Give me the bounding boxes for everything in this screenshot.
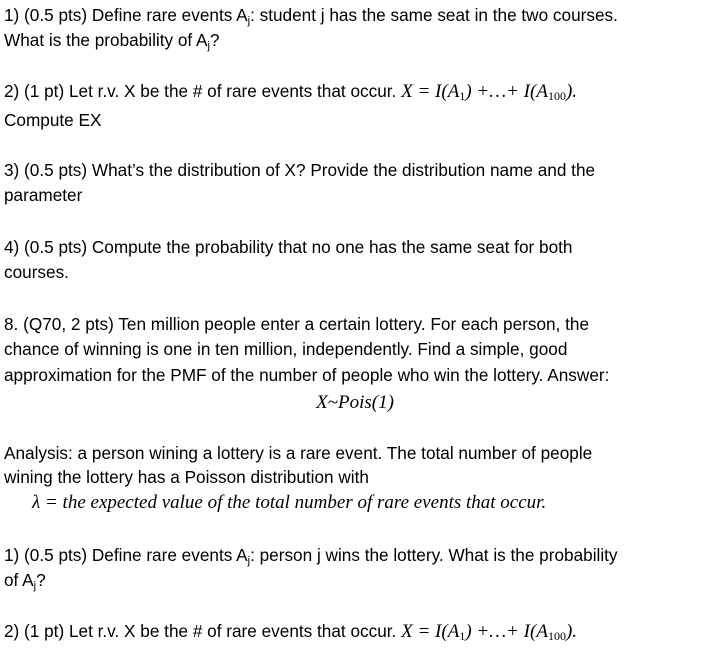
q2-line2: Compute EX bbox=[4, 110, 102, 130]
q8-line3: approximation for the PMF of the number of people who win the lottery. Answer: bbox=[4, 365, 610, 385]
q8-1-subscript: j bbox=[247, 555, 251, 567]
q1-line2 bbox=[4, 29, 220, 51]
q8-1-line2-subscript: j bbox=[33, 580, 37, 592]
q1-line2-b: ? bbox=[209, 30, 220, 50]
analysis-line1: Analysis: a person wining a lottery is a rare event. The total number of people bbox=[4, 443, 593, 463]
q8-line1: 8. (Q70, 2 pts) Ten million people enter a certain lottery. For each person, the bbox=[4, 314, 590, 334]
q2-formula-sub1: 1 bbox=[459, 89, 466, 103]
q8-1-line1 bbox=[4, 544, 618, 566]
q8-1-text-b: : person j wins the lottery. What is the probability bbox=[250, 545, 618, 565]
q8-2-formula bbox=[401, 621, 577, 642]
q4-line2: courses. bbox=[4, 262, 69, 282]
q2-formula-suffix: ). bbox=[565, 81, 578, 102]
q3-line1: 3) (0.5 pts) What’s the distribution of X? Provide the distribution name and the bbox=[4, 160, 596, 180]
analysis-lambda-formula: λ = the expected value of the total number of rare events that occur. bbox=[32, 492, 547, 513]
q8-1-line2-b: ? bbox=[36, 570, 46, 590]
q2-line1 bbox=[4, 80, 577, 103]
q1-text-b: : student j has the same seat in the two courses. bbox=[250, 5, 618, 25]
q2-formula-prefix: X = I(A bbox=[401, 81, 460, 102]
q3-line2: parameter bbox=[4, 185, 83, 205]
q8-2-text: 2) (1 pt) Let r.v. X be the # of rare events that occur. bbox=[4, 621, 397, 641]
q8-1-line2 bbox=[4, 569, 46, 591]
q2-formula bbox=[401, 81, 577, 102]
q2-formula-mid: ) +…+ I(A bbox=[465, 81, 548, 102]
q8-2-formula-prefix: X = I(A bbox=[401, 621, 460, 642]
q1-subscript: j bbox=[247, 15, 251, 27]
q8-2-formula-sub1: 1 bbox=[459, 629, 466, 643]
q8-2-formula-suffix: ). bbox=[565, 621, 578, 642]
q8-2-formula-mid: ) +…+ I(A bbox=[465, 621, 548, 642]
q8-2-line1 bbox=[4, 620, 577, 643]
q8-answer-formula: X~Pois(1) bbox=[316, 392, 394, 413]
q1-line2-a: What is the probability of A bbox=[4, 30, 208, 50]
q8-1-line2-a: of A bbox=[4, 570, 34, 590]
q8-1-text-a: 1) (0.5 pts) Define rare events A bbox=[4, 545, 248, 565]
analysis-line2: wining the lottery has a Poisson distribution with bbox=[4, 467, 369, 487]
q1-line2-subscript: j bbox=[207, 40, 210, 52]
q8-2-formula-sub2: 100 bbox=[547, 629, 566, 643]
q1-line1 bbox=[4, 4, 618, 26]
q8-line2: chance of winning is one in ten million, independently. Find a simple, good bbox=[4, 339, 568, 359]
q4-line1: 4) (0.5 pts) Compute the probability that no one has the same seat for both bbox=[4, 237, 573, 257]
q2-text: 2) (1 pt) Let r.v. X be the # of rare events that occur. bbox=[4, 81, 397, 101]
q2-formula-sub2: 100 bbox=[547, 89, 566, 103]
q1-text-a: 1) (0.5 pts) Define rare events A bbox=[4, 5, 248, 25]
